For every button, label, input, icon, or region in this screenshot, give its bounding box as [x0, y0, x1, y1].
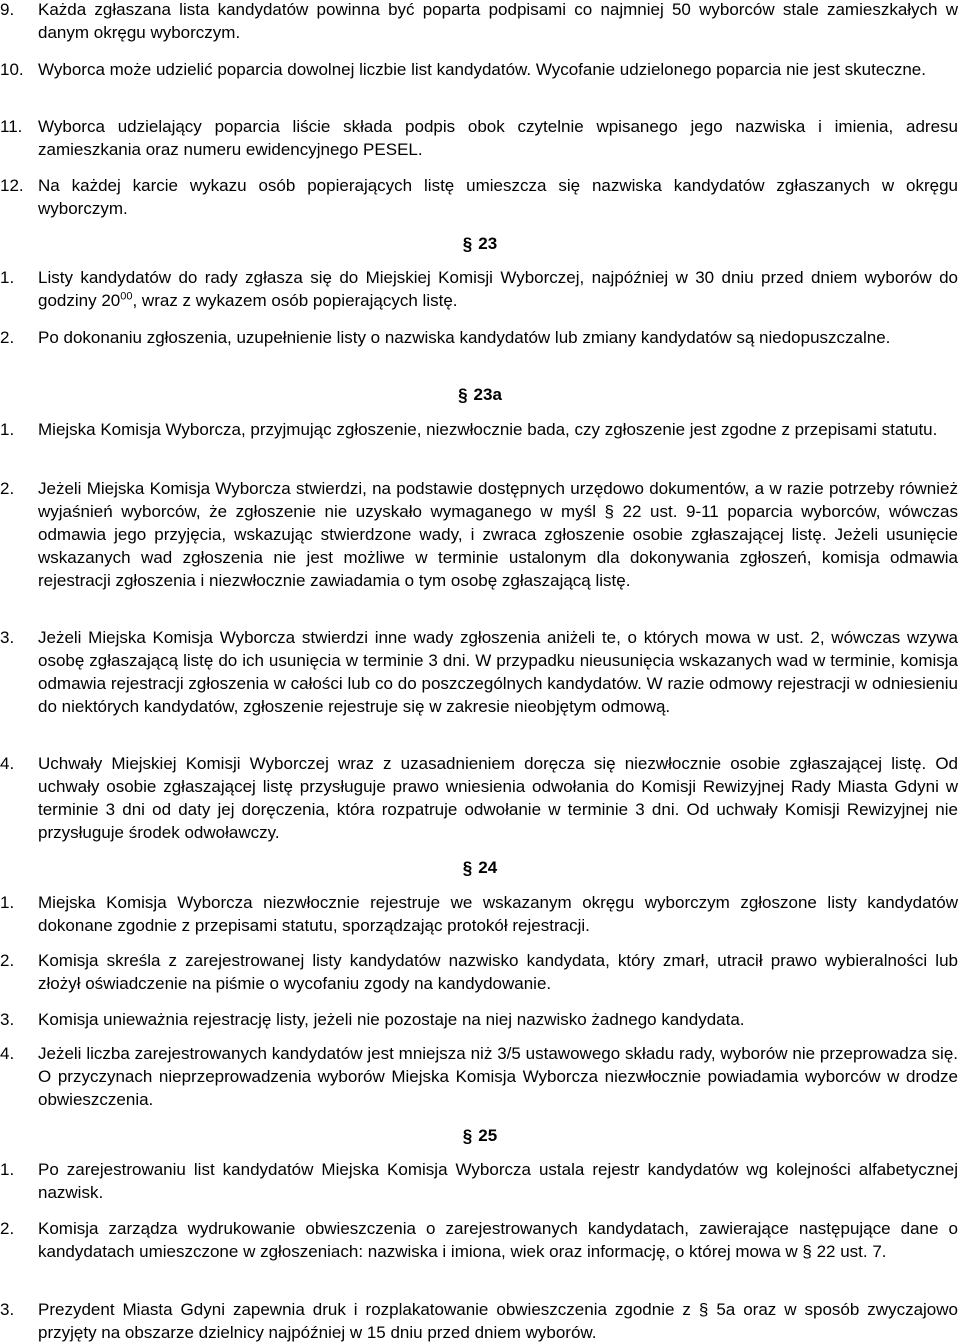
paragraph-number: 1. — [0, 893, 15, 912]
paragraph-text: Jeżeli Miejska Komisja Wyborcza stwierdzi inne wady zgłoszenia aniżeli te, o których mowa w ust. 2, wówczas wzywa osobę zgłaszającą listę do ich usunięcia w terminie 3 dni. W przypadku nieusunięcia wskazanych wad w terminie, komisja odmawia rejestracji zgłoszenia w całości lub co do poszczególnych kandydatów. W razie odmowy rejestracji w odniesieniu do niektórych kandydatów, zgłoszenie rejestruje się w zakresie nieobjętym odmową. — [38, 628, 958, 716]
section-symbol: § — [462, 1125, 473, 1146]
paragraph-number: 1. — [0, 268, 15, 287]
paragraph-text: Komisja skreśla z zarejestrowanej listy kandydatów nazwisko kandydata, który zmarł, utracił prawo wybieralności lub złożył oświadczenie na piśmie o wycofaniu zgody na kandydowanie. — [38, 951, 958, 993]
section-heading-24 — [0, 856, 960, 879]
paragraph-number: 2. — [0, 1219, 15, 1238]
s23-paragraph-2 — [0, 326, 960, 349]
paragraph-text: Miejska Komisja Wyborcza, przyjmując zgłoszenie, niezwłocznie bada, czy zgłoszenie jest zgodne z przepisami statutu. — [38, 420, 938, 439]
paragraph-text: Jeżeli Miejska Komisja Wyborcza stwierdzi, na podstawie dostępnych urzędowo dokumentów, a w razie potrzeby również wyjaśnień wyborców, że zgłoszenie nie uzyskało wymaganego w myśl § 22 ust. 9-11 poparcia wyborców, wówczas odmawia jego przyjęcia, wskazując stwierdzone wady, i zwraca zgłoszenie osobie zgłaszającej listę. Jeżeli usunięcie wskazanych wad zgłoszenia nie jest możliwe w terminie ustalonym dla dokonywania zgłoszeń, komisja odmawia rejestracji zgłoszenia i niezwłocznie zawiadamia o tym osobę zgłaszającą listę. — [38, 479, 958, 590]
paragraph-text: Listy kandydatów do rady zgłasza się do Miejskiej Komisji Wyborczej, najpóźniej w 30 dniu przed dniem wyborów do godziny $20^{00}$, wraz z wykazem osób popierających listę. — [38, 268, 958, 310]
paragraph-text: Jeżeli liczba zarejestrowanych kandydatów jest mniejsza niż 3/5 ustawowego składu rady, wyborów nie przeprowadza się. O przyczynach nieprzeprowadzenia wyborów Miejska Komisja Wyborcza niezwłocznie powiadamia wyborców w drodze obwieszczenia. — [38, 1044, 958, 1109]
section-heading-25 — [0, 1124, 960, 1147]
s23a-paragraph-4 — [0, 752, 960, 844]
s23a-paragraph-2 — [0, 477, 960, 592]
section-symbol: § — [462, 857, 473, 878]
section-number: 25 — [478, 1126, 498, 1145]
paragraph-text: Komisja unieważnia rejestrację listy, jeżeli nie pozostaje na niej nazwisko żadnego kandydata. — [38, 1010, 745, 1029]
paragraph-number: 12. — [0, 176, 24, 195]
paragraph-9 — [0, 0, 960, 44]
s24-paragraph-2 — [0, 949, 960, 995]
paragraph-number: 2. — [0, 951, 15, 970]
paragraph-number: 4. — [0, 754, 15, 773]
paragraph-11 — [0, 115, 960, 161]
paragraph-number: 1. — [0, 420, 15, 439]
paragraph-number: 2. — [0, 328, 15, 347]
s24-paragraph-4 — [0, 1042, 960, 1111]
paragraph-number: 11. — [0, 117, 23, 136]
paragraph-text: Miejska Komisja Wyborcza niezwłocznie rejestruje we wskazanym okręgu wyborczym zgłoszone listy kandydatów dokonane zgodnie z przepisami statutu, sporządzając protokół rejestracji. — [38, 893, 958, 935]
paragraph-number: 4. — [0, 1044, 15, 1063]
paragraph-text: Po dokonaniu zgłoszenia, uzupełnienie listy o nazwiska kandydatów lub zmiany kandydatów są niedopuszczalne. — [38, 328, 891, 347]
section-number: 23 — [478, 234, 498, 253]
paragraph-text: Prezydent Miasta Gdyni zapewnia druk i rozplakatowanie obwieszczenia zgodnie z § 5a oraz w sposób zwyczajowo przyjęty na obszarze dzielnicy najpóźniej w 15 dniu przed dniem wyborów. — [38, 1300, 958, 1342]
s25-paragraph-3 — [0, 1298, 960, 1344]
s23a-paragraph-3 — [0, 626, 960, 718]
paragraph-number: 9. — [0, 0, 15, 19]
paragraph-text: Komisja zarządza wydrukowanie obwieszczenia o zarejestrowanych kandydatach, zawierające następujące dane o kandydatach umieszczone w zgłoszeniach: nazwiska i imiona, wiek oraz informację, o której mowa w § 22 ust. 7. — [38, 1219, 958, 1261]
paragraph-number: 3. — [0, 1010, 15, 1029]
paragraph-10 — [0, 58, 960, 81]
paragraph-text: Każda zgłaszana lista kandydatów powinna być poparta podpisami co najmniej 50 wyborców stale zamieszkałych w danym okręgu wyborczym. — [38, 0, 958, 42]
paragraph-text: Po zarejestrowaniu list kandydatów Miejska Komisja Wyborcza ustala rejestr kandydatów wg kolejności alfabetycznej nazwisk. — [38, 1160, 958, 1202]
time-superscript: 00 — [120, 290, 133, 303]
section-symbol: § — [458, 384, 468, 405]
section-symbol: § — [462, 233, 473, 254]
paragraph-text: Wyborca może udzielić poparcia dowolnej liczbie list kandydatów. Wycofanie udzielonego poparcia nie jest skuteczne. — [38, 60, 926, 79]
s23a-paragraph-1 — [0, 418, 960, 441]
s24-paragraph-1 — [0, 891, 960, 937]
paragraph-number: 10. — [0, 60, 24, 79]
paragraph-text: Na każdej karcie wykazu osób popierających listę umieszcza się nazwiska kandydatów zgłaszanych w okręgu wyborczym. — [38, 176, 958, 218]
section-number: 23a — [473, 385, 502, 404]
s23-paragraph-1 — [0, 266, 960, 312]
paragraph-12 — [0, 174, 960, 220]
paragraph-number: 3. — [0, 628, 15, 647]
paragraph-text: Wyborca udzielający poparcia liście składa podpis obok czytelnie wpisanego jego nazwiska i imienia, adresu zamieszkania oraz numeru ewidencyjnego PESEL. — [38, 117, 958, 159]
section-number: 24 — [478, 858, 498, 877]
paragraph-text: Uchwały Miejskiej Komisji Wyborczej wraz z uzasadnieniem doręcza się niezwłocznie osobie zgłaszającej listę. Od uchwały osobie zgłaszającej listę przysługuje prawo wniesienia odwołania do Komisji Rewizyjnej Rady Miasta Gdyni w terminie 3 dni od daty jej doręczenia, która rozpatruje odwołanie w terminie 3 dni. Od uchwały Komisji Rewizyjnej nie przysługuje środek odwoławczy. — [38, 754, 958, 842]
section-heading-23 — [0, 232, 960, 255]
paragraph-number: 2. — [0, 479, 15, 498]
s25-paragraph-2 — [0, 1217, 960, 1263]
section-heading-23a — [0, 383, 960, 406]
paragraph-number: 1. — [0, 1160, 15, 1179]
s25-paragraph-1 — [0, 1158, 960, 1204]
paragraph-number: 3. — [0, 1300, 15, 1319]
s24-paragraph-3 — [0, 1008, 960, 1031]
